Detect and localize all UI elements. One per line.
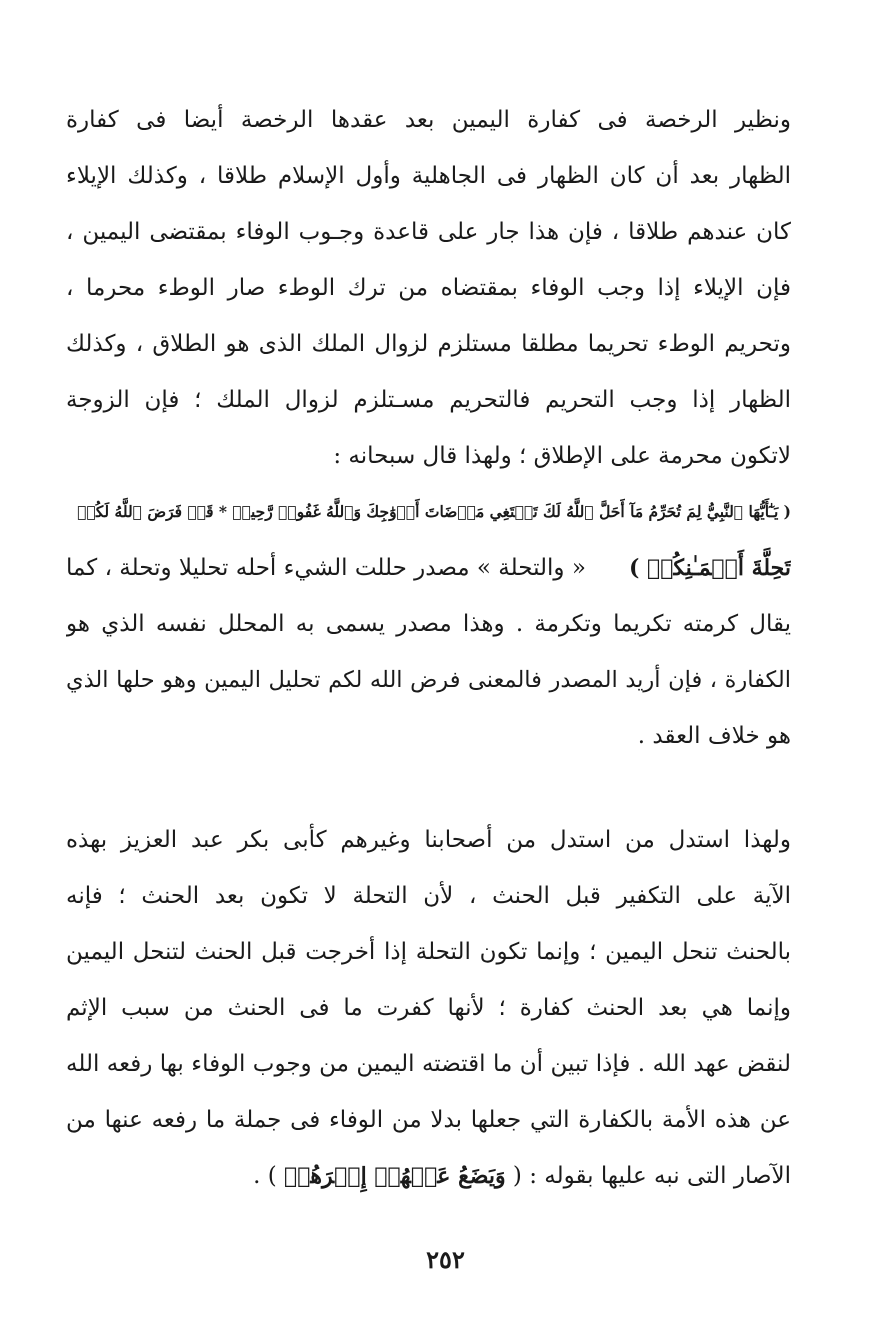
paragraph-1 — [66, 92, 791, 764]
text-line-with-verse — [66, 1148, 791, 1204]
text-line: كان عندهم طلاقا ، فإن هذا جار على قاعدة وجـوب الوفاء بمقتضى اليمين ، — [66, 219, 791, 245]
quran-verse-line — [66, 484, 791, 540]
text-line: وإنما هي بعد الحنث كفارة ؛ لأنها كفرت ما فى الحنث من سبب الإثم — [66, 995, 791, 1021]
text-line: بالحنث تنحل اليمين ؛ وإنما تكون التحلة إذا أخرجت قبل الحنث لتنحل اليمين — [66, 939, 791, 965]
text-line: وتحريم الوطء تحريما مطلقا مستلزم لزوال الملك الذى هو الطلاق ، وكذلك — [66, 331, 791, 357]
verse-end-line — [66, 540, 791, 596]
text-line: الظهار إذا وجب التحريم فالتحريم مسـتلزم لزوال الملك ؛ فإن الزوجة — [66, 387, 791, 413]
text-line: عن هذه الأمة بالكفارة التي جعلها بدلا من الوفاء فى جملة ما رفعه عنها من — [66, 1107, 791, 1133]
page-number: ٢٥٢ — [426, 1245, 465, 1274]
text-line: لاتكون محرمة على الإطلاق ؛ ولهذا قال سبحانه : — [333, 443, 791, 469]
text-segment: ) . — [253, 1163, 277, 1189]
text-line: الكفارة ، فإن أريد المصدر فالمعنى فرض الله لكم تحليل اليمين وهو حلها الذي — [66, 667, 791, 693]
text-line: الظهار بعد أن كان الظهار فى الجاهلية وأول الإسلام طلاقا ، وكذلك الإيلاء — [66, 163, 791, 189]
text-line: الآية على التكفير قبل الحنث ، لأن التحلة لا تكون بعد الحنث ؛ فإنه — [66, 883, 791, 909]
text-line: لنقض عهد الله . فإذا تبين أن ما اقتضته اليمين من وجوب الوفاء بها رفعه الله — [66, 1051, 791, 1077]
text-line: هو خلاف العقد . — [637, 723, 791, 749]
paragraph-2 — [66, 812, 791, 1204]
quran-verse-end: تَحِلَّةَ أَيۡمَـٰنِكُمۡ ) — [628, 555, 791, 581]
quran-verse: ( يَـٰٓأَيُّهَا ٱلنَّبِيُّ لِمَ تُحَرِّمُ مَآ أَحَلَّ ٱللَّهُ لَكَ تَبۡتَغِي مَرۡضَاتَ أَزۡوَٰجِكَ وَٱللَّهُ غَفُورٞ رَّحِيمٞ * قَدۡ فَرَضَ ٱللَّهُ لَكُمۡ — [77, 502, 791, 521]
text-line: يقال كرمته تكريما وتكرمة . وهذا مصدر يسمى به المحلل نفسه الذي هو — [66, 611, 791, 637]
quran-verse: وَيَضَعُ عَنۡهُمۡ إِصۡرَهُمۡ — [284, 1163, 506, 1189]
tahilla-explanation: « والتحلة » مصدر حللت الشيء أحله تحليلا وتحلة ، كما — [66, 555, 586, 581]
text-line: ونظير الرخصة فى كفارة اليمين بعد عقدها الرخصة أيضا فى كفارة — [66, 107, 791, 133]
text-line: ولهذا استدل من استدل من أصحابنا وغيرهم كأبى بكر عبد العزيز بهذه — [66, 827, 791, 853]
text-line: فإن الإيلاء إذا وجب الوفاء بمقتضاه من ترك الوطء صار الوطء محرما ، — [66, 275, 791, 301]
text-segment: الآصار التى نبه عليها بقوله : ( — [512, 1163, 791, 1189]
